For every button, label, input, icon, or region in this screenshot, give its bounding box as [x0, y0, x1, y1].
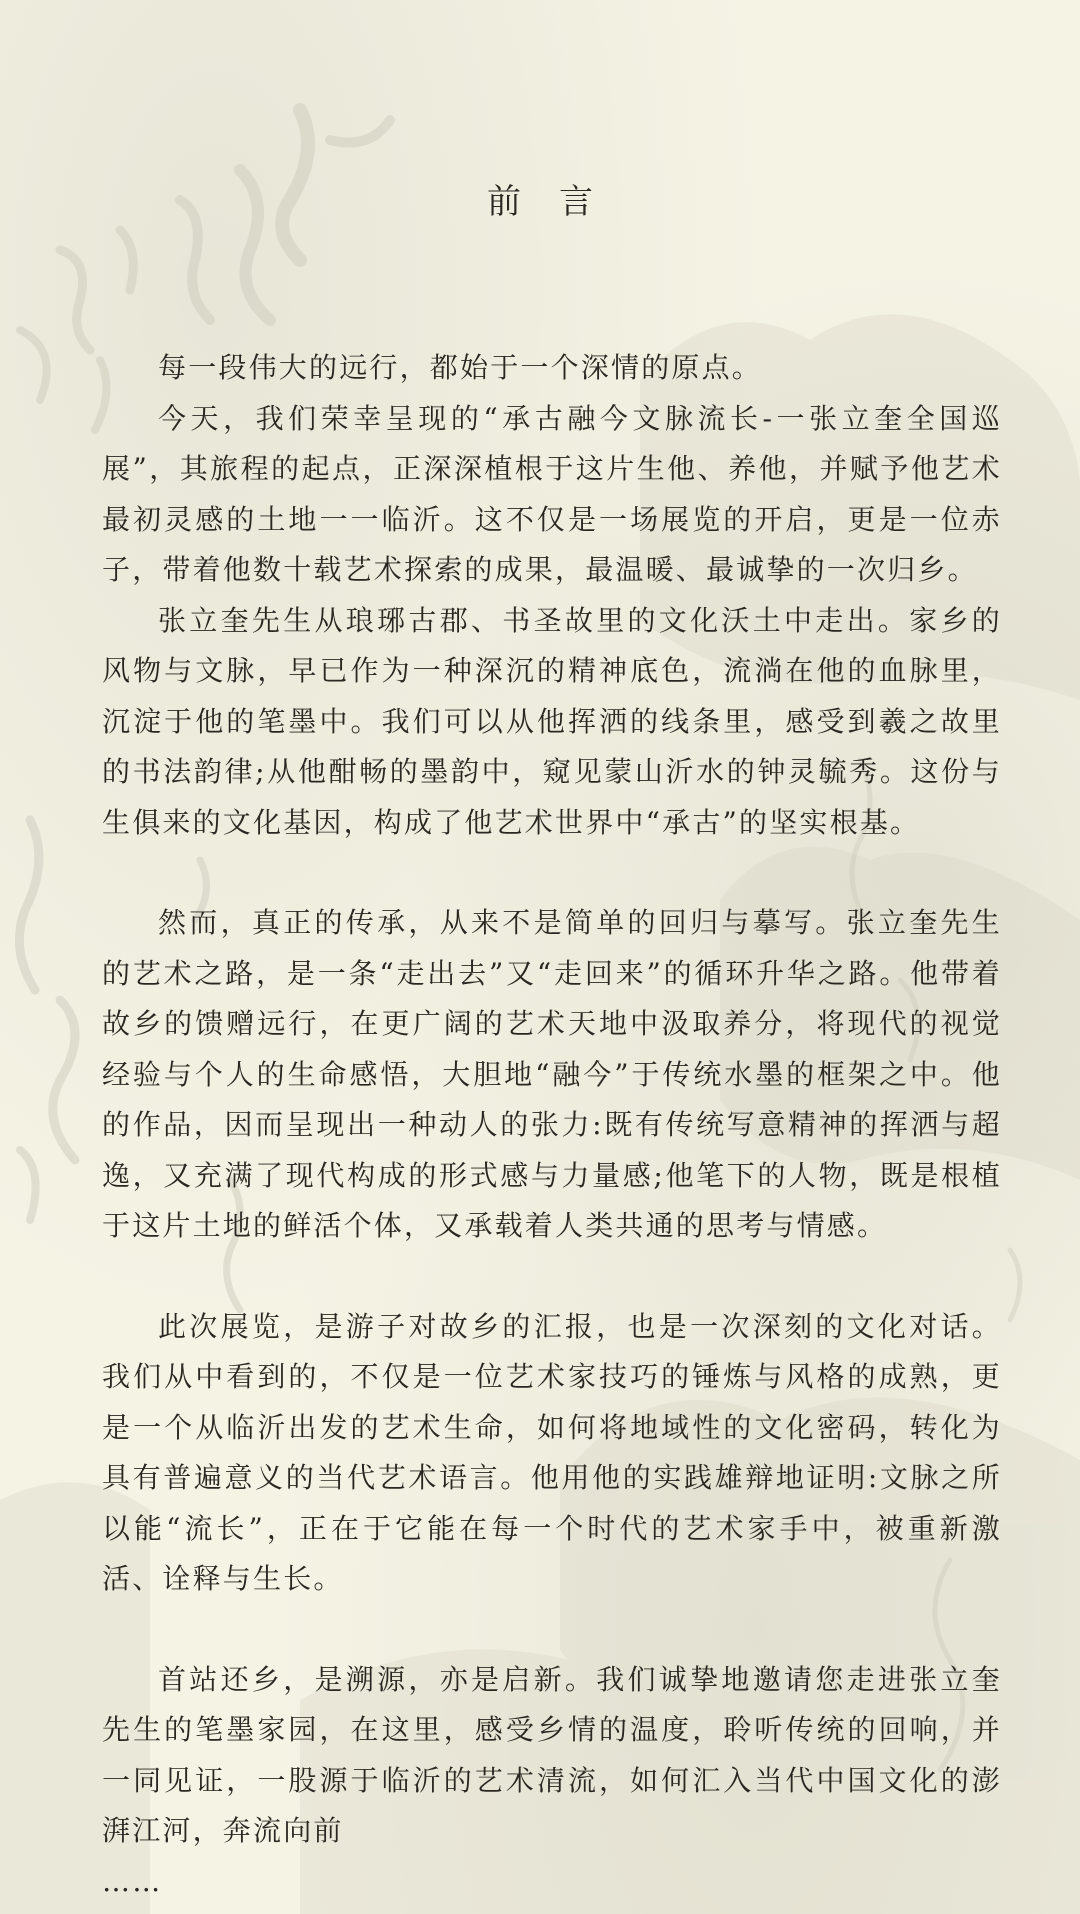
paragraph-gap	[102, 848, 1002, 898]
paragraph-2: 今天，我们荣幸呈现的“承古融今文脉流长-一张立奎全国巡展”，其旅程的起点，正深深植根于这片生他、养他，并赋予他艺术最初灵感的土地一一临沂。这不仅是一场展览的开启，更是一位赤子，带着他数十载艺术探索的成果，最温暖、最诚挚的一次归乡。	[102, 401, 1002, 586]
preface-body	[102, 343, 1002, 1907]
paragraph-6: 首站还乡，是溯源，亦是启新。我们诚挚地邀请您走进张立奎先生的笔墨家园，在这里，感受乡情的温度，聆听传统的回响，并一同见证，一股源于临沂的艺术清流，如何汇入当代中国文化的澎湃江河，奔流向前	[102, 1662, 1002, 1847]
page-title: 前言	[487, 182, 631, 222]
paragraph-5: 此次展览，是游子对故乡的汇报，也是一次深刻的文化对话。我们从中看到的，不仅是一位艺术家技巧的锤炼与风格的成熟，更是一个从临沂出发的艺术生命，如何将地域性的文化密码，转化为具有普遍意义的当代艺术语言。他用他的实践雄辩地证明:文脉之所以能“流长”，正在于它能在每一个时代的艺术家手中，被重新激活、诠释与生长。	[102, 1309, 1002, 1595]
ellipsis: ……	[102, 1864, 163, 1898]
paragraph-3: 张立奎先生从琅琊古郡、书圣故里的文化沃土中走出。家乡的风物与文脉，早已作为一种深沉的精神底色，流淌在他的血脉里，沉淀于他的笔墨中。我们可以从他挥洒的线条里，感受到羲之故里的书法韵律;从他酣畅的墨韵中，窥见蒙山沂水的钟灵毓秀。这份与生俱来的文化基因，构成了他艺术世界中“承古”的坚实根基。	[102, 603, 1002, 839]
paragraph-gap	[102, 1252, 1002, 1302]
paragraph-1: 每一段伟大的远行，都始于一个深情的原点。	[158, 351, 763, 384]
paragraph-4: 然而，真正的传承，从来不是简单的回归与摹写。张立奎先生的艺术之路，是一条“走出去”又“走回来”的循环升华之路。他带着故乡的馈赠远行，在更广阔的艺术天地中汲取养分，将现代的视觉经验与个人的生命感悟，大胆地“融今”于传统水墨的框架之中。他的作品，因而呈现出一种动人的张力:既有传统写意精神的挥洒与超逸，又充满了现代构成的形式感与力量感;他笔下的人物，既是根植于这片土地的鲜活个体，又承载着人类共通的思考与情感。	[102, 906, 1002, 1242]
paragraph-gap	[102, 1605, 1002, 1655]
